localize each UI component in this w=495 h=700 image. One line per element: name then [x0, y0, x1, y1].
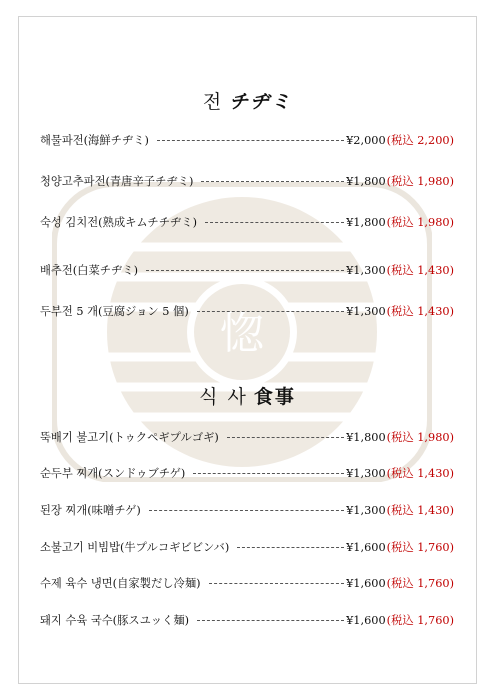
dotted-leader — [193, 473, 344, 474]
menu-item — [40, 429, 454, 445]
item-price: ¥2,000 — [346, 134, 386, 147]
dotted-leader — [205, 222, 344, 223]
item-name: 소불고기 비빔밥(牛プルコギビビンバ) — [40, 541, 230, 554]
dotted-leader — [201, 181, 344, 182]
item-name: 된장 찌개(味噌チゲ) — [40, 504, 141, 517]
item-price-tax: (税込 2,200) — [386, 134, 454, 147]
dotted-leader — [197, 620, 344, 621]
menu-item — [40, 465, 454, 481]
item-name: 두부전 5 개(豆腐ジョン 5 個) — [40, 305, 189, 318]
menu-item — [40, 575, 454, 591]
dotted-leader — [149, 510, 344, 511]
menu-item — [40, 214, 454, 230]
section-title-ko: 전 — [202, 91, 224, 113]
item-price-tax: (税込 1,760) — [386, 614, 454, 627]
dotted-leader — [237, 547, 344, 548]
dotted-leader — [209, 583, 345, 584]
item-name: 배추전(白菜チヂミ) — [40, 264, 139, 277]
item-price-tax: (税込 1,980) — [386, 216, 454, 229]
item-price: ¥1,300 — [346, 305, 386, 318]
section-title-jeon — [0, 87, 495, 114]
item-price-tax: (税込 1,980) — [386, 431, 454, 444]
item-price: ¥1,800 — [346, 216, 386, 229]
item-name: 뚝배기 불고기(トゥクペギプルゴギ) — [40, 431, 219, 444]
section-title-jp: チヂミ — [229, 91, 293, 113]
item-price-tax: (税込 1,760) — [386, 577, 454, 590]
item-price-tax: (税込 1,760) — [386, 541, 454, 554]
item-price: ¥1,800 — [346, 431, 386, 444]
dotted-leader — [197, 311, 344, 312]
menu-item — [40, 612, 454, 628]
menu-item — [40, 502, 454, 518]
menu-item — [40, 539, 454, 555]
menu-item — [40, 262, 454, 278]
item-price-tax: (税込 1,430) — [386, 264, 454, 277]
item-price: ¥1,600 — [346, 614, 386, 627]
section-title-ko: 식 사 — [199, 386, 248, 408]
dotted-leader — [227, 437, 344, 438]
item-name: 숙성 김치전(熟成キムチチヂミ) — [40, 216, 198, 229]
dotted-leader — [146, 270, 344, 271]
item-price-tax: (税込 1,430) — [386, 467, 454, 480]
item-price-tax: (税込 1,430) — [386, 504, 454, 517]
item-name: 수제 육수 냉면(自家製だし冷麺) — [40, 577, 201, 590]
item-price: ¥1,300 — [346, 264, 386, 277]
item-price: ¥1,800 — [346, 175, 386, 188]
item-price-tax: (税込 1,430) — [386, 305, 454, 318]
menu-item — [40, 132, 454, 148]
item-price: ¥1,600 — [346, 541, 386, 554]
item-price: ¥1,300 — [346, 504, 386, 517]
item-price: ¥1,300 — [346, 467, 386, 480]
item-name: 돼지 수육 국수(豚スユッく麺) — [40, 614, 190, 627]
section-title-siksa — [0, 382, 495, 409]
item-name: 청양고추파전(青唐辛子チヂミ) — [40, 175, 194, 188]
menu-item — [40, 303, 454, 319]
item-price-tax: (税込 1,980) — [386, 175, 454, 188]
item-price: ¥1,600 — [346, 577, 386, 590]
watermark-glyph: 惚 — [220, 308, 264, 359]
section-title-jp: 食事 — [253, 386, 296, 408]
item-name: 순두부 찌개(スンドゥブチゲ) — [40, 467, 186, 480]
dotted-leader — [157, 140, 344, 141]
item-name: 해물파전(海鮮チヂミ) — [40, 134, 149, 147]
menu-item — [40, 173, 454, 189]
